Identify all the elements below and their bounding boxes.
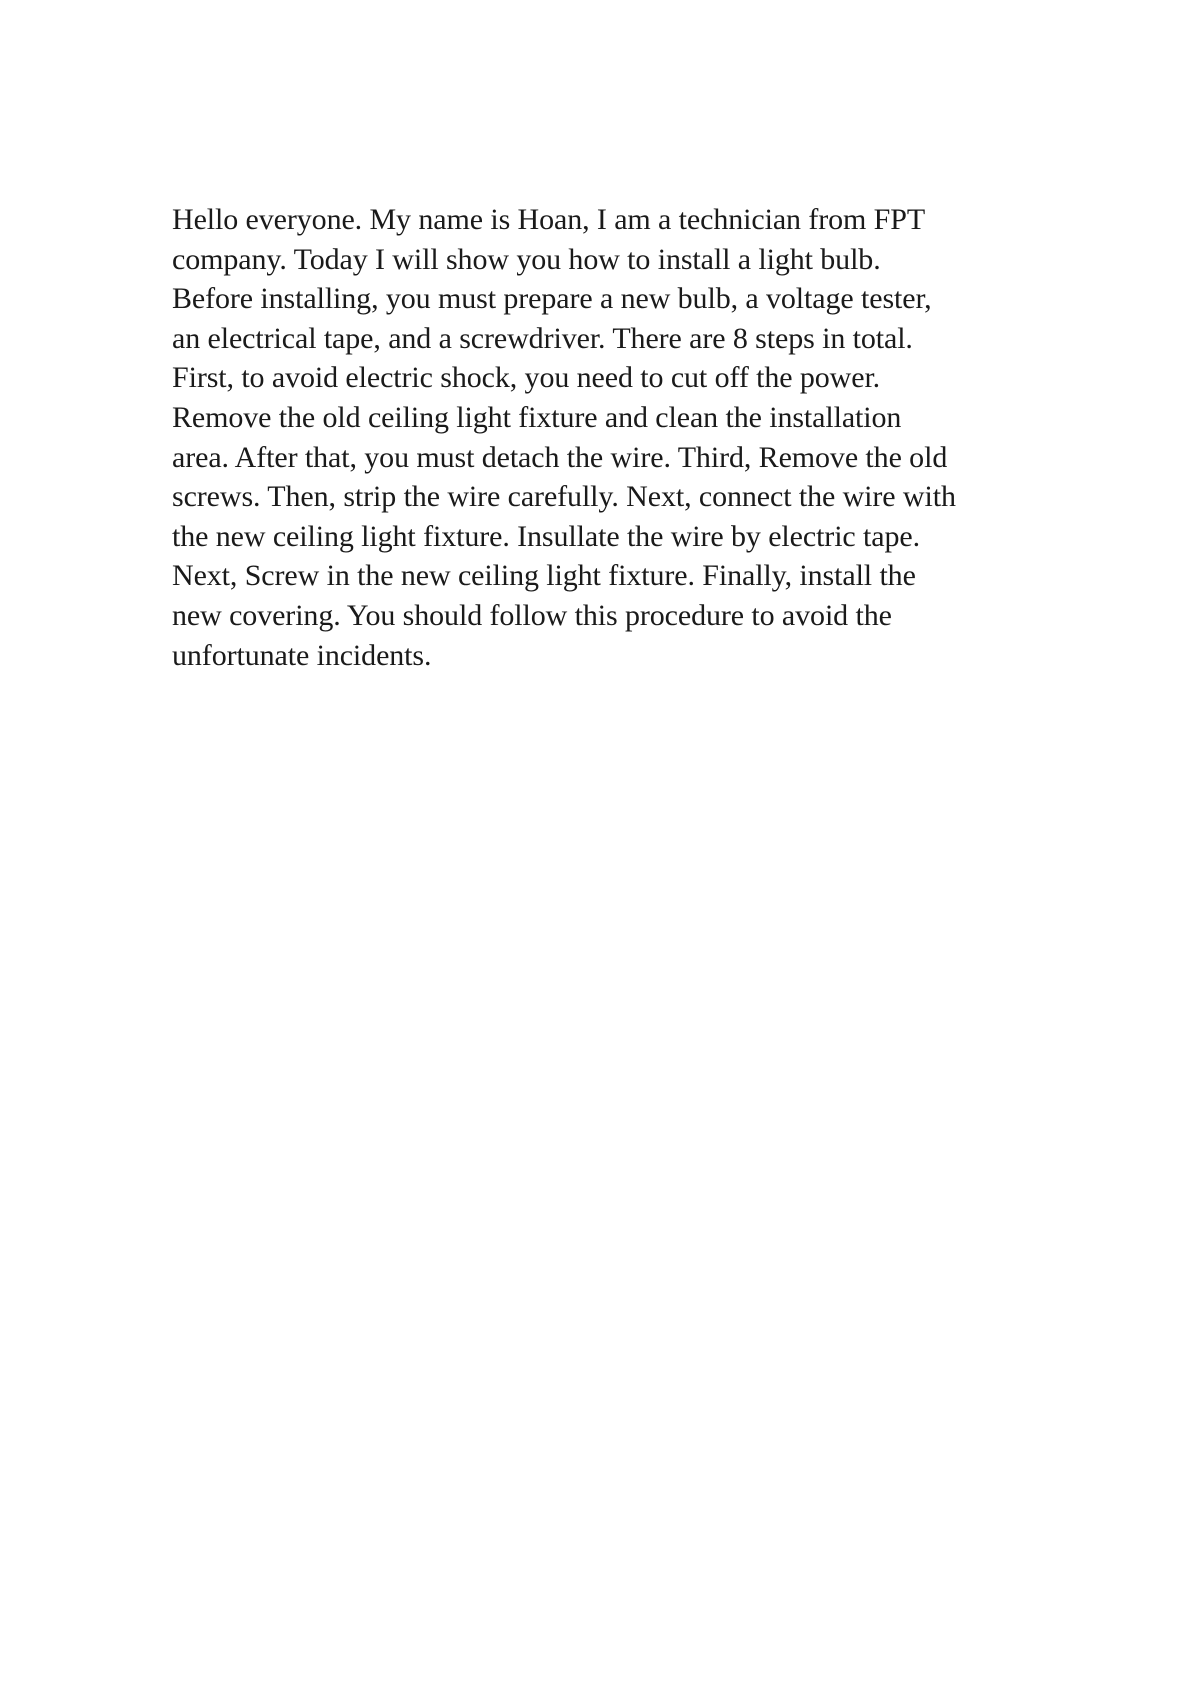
paragraph-line: the new ceiling light fixture. Insullate the wire by electric tape. bbox=[172, 519, 921, 553]
body-paragraph bbox=[172, 200, 1052, 675]
paragraph-line: Hello everyone. My name is Hoan, I am a technician from FPT bbox=[172, 203, 926, 236]
paragraph-line: Before installing, you must prepare a new bulb, a voltage tester, bbox=[172, 282, 932, 316]
paragraph-line: an electrical tape, and a screwdriver. There are 8 steps in total. bbox=[172, 321, 913, 355]
paragraph-line: company. Today I will show you how to install a light bulb. bbox=[172, 242, 881, 276]
paragraph-line: Next, Screw in the new ceiling light fixture. Finally, install the bbox=[172, 559, 916, 593]
paragraph-line: area. After that, you must detach the wire. Third, Remove the old bbox=[172, 440, 948, 474]
paragraph-line: screws. Then, strip the wire carefully. Next, connect the wire with bbox=[172, 480, 956, 514]
paragraph-line: new covering. You should follow this procedure to avoid the bbox=[172, 598, 892, 632]
paragraph-line: Remove the old ceiling light fixture and clean the installation bbox=[172, 400, 902, 434]
paragraph-line: unfortunate incidents. bbox=[172, 638, 432, 672]
paragraph-line: First, to avoid electric shock, you need to cut off the power. bbox=[172, 361, 881, 395]
